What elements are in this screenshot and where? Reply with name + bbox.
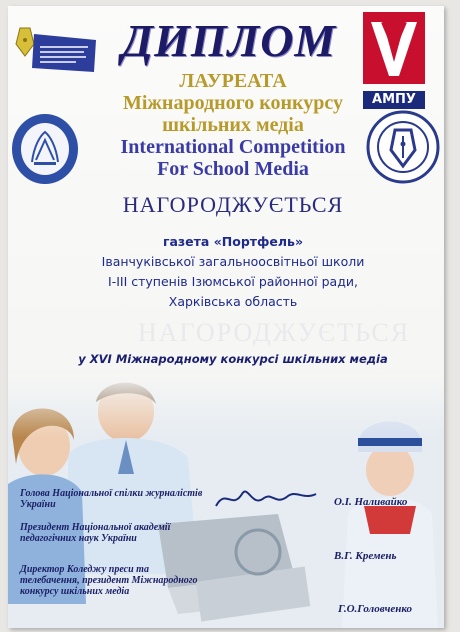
recipient-line-3: І-ІІІ ступенів Ізюмської районної ради, [108,274,358,289]
signature-title-2: Президент Національної академії педагогічних наук України [20,522,171,544]
laureate-line-1: ЛАУРЕАТА [179,70,287,92]
awarded-heading: НАГОРОДЖУЄТЬСЯ [122,192,344,217]
signature-name-2: В.Г. Кремень [334,550,397,562]
signature-scribble-icon [212,480,322,516]
recipient-newspaper: газета «Портфель» [162,234,304,249]
ink-pen-flag-logo-icon [12,26,98,76]
laureate-heading [78,70,388,136]
laureate-line-2: Міжнародного конкурсу [123,92,343,114]
laureate-line-3: шкільних медіа [162,114,304,136]
english-line-2: For School Media [157,158,309,180]
diploma-title: ДИПЛОМ [121,15,337,66]
recipient-line-4: Харківська область [168,294,298,309]
signature-title-1: Голова Національної спілки журналістів України [20,488,203,510]
contest-line: у XVI Міжнародному конкурсі шкільних медіа [78,352,388,366]
signature-title-3: Директор Коледжу преси та телебачення, президент Міжнародного конкурсу шкільних медіа [20,564,198,597]
signature-name-1: О.І. Наливайко [334,496,408,508]
recipient-line-2: Іванчуківської загальноосвітньої школи [101,254,365,269]
signature-name-3: Г.О.Головченко [338,603,413,615]
english-line-1: International Competition [120,136,346,158]
ampu-label: АМПУ [363,91,425,109]
academy-seal-icon [10,112,80,186]
recipient-block [48,232,418,312]
diploma-paper [8,6,444,628]
watermark-text: НАГОРОДЖУЄТЬСЯ [138,318,411,347]
english-heading [78,136,388,180]
